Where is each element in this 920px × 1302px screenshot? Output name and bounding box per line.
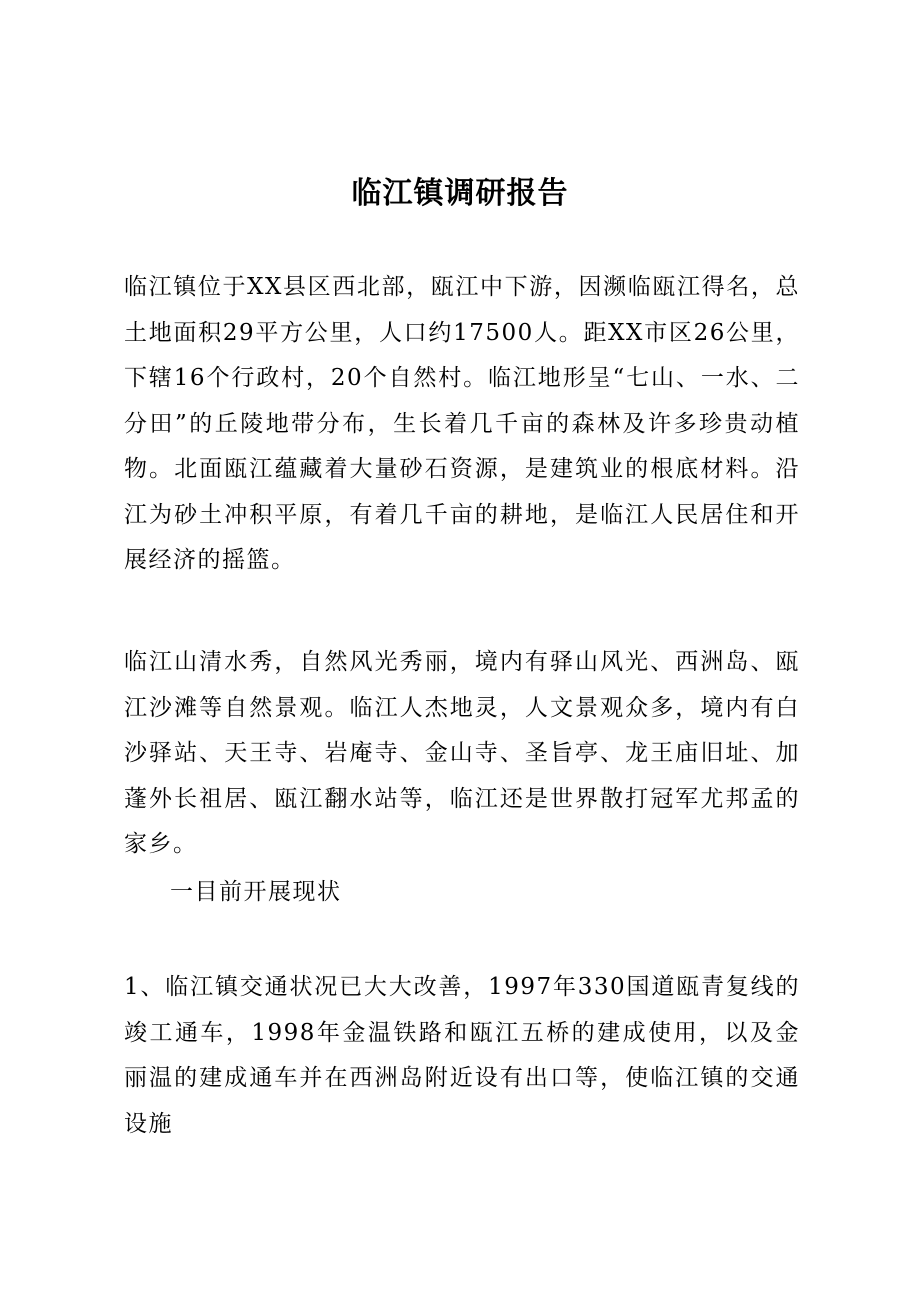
paragraph-overview: 临江镇位于XX县区西北部，瓯江中下游，因濒临瓯江得名，总土地面积29平方公里，人口约17500人。距XX市区26公里，下辖16个行政村，20个自然村。临江地形呈“七山、一水、二分田”的丘陵地带分布，生长着几千亩的森林及许多珍贵动植物。北面瓯江蕴藏着大量砂石资源，是建筑业的根底材料。沿江为砂土冲积平原，有着几千亩的耕地，是临江人民居住和开展经济的摇篮。 <box>124 274 800 573</box>
section-heading: 一目前开展现状 <box>170 879 342 905</box>
document-title: 临江镇调研报告 <box>351 176 569 211</box>
paragraph-scenery: 临江山清水秀，自然风光秀丽，境内有驿山风光、西洲岛、瓯江沙滩等自然景观。临江人杰地灵，人文景观众多，境内有白沙驿站、天王寺、岩庵寺、金山寺、圣旨亭、龙王庙旧址、加蓬外长祖居、瓯江翻水站等，临江还是世界散打冠军尤邦孟的家乡。 <box>124 649 800 857</box>
paragraph-transport: 1、临江镇交通状况已大大改善，1997年330国道瓯青复线的竣工通车，1998年金温铁路和瓯江五桥的建成使用，以及金丽温的建成通车并在西洲岛附近设有出口等，使临江镇的交通设施 <box>124 974 800 1137</box>
